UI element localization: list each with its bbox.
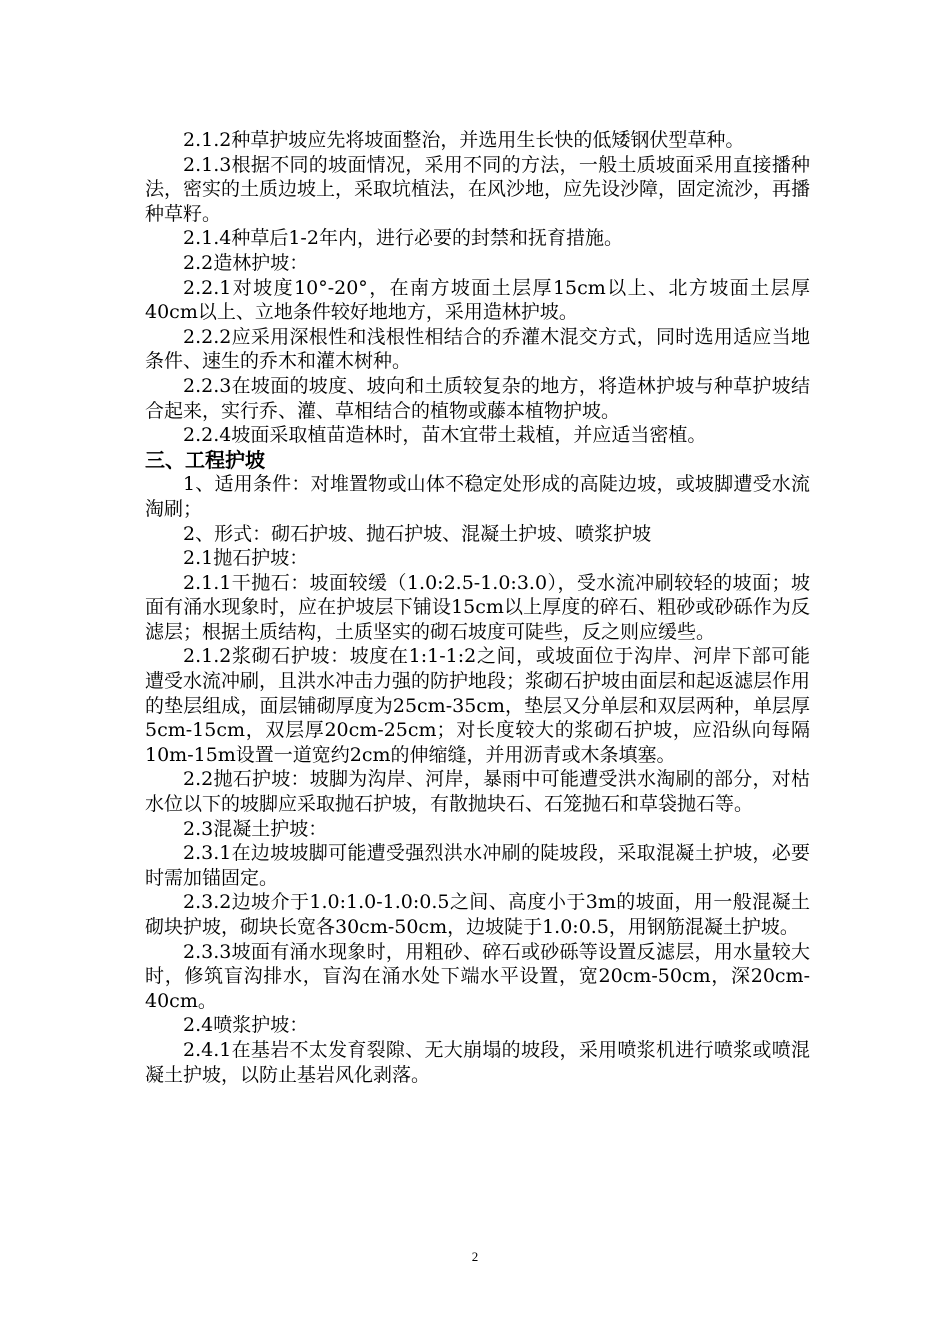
paragraph: 2.2.3在坡面的坡度、坡向和土质较复杂的地方，将造林护坡与种草护坡结合起来，实行乔、灌、草相结合的植物或藤本植物护坡。	[145, 374, 810, 422]
paragraph: 2.1.3根据不同的坡面情况，采用不同的方法，一般土质坡面采用直接播种法，密实的土质边坡上，采取坑植法，在风沙地，应先设沙障，固定流沙，再播种草籽。	[145, 153, 811, 225]
paragraph: 2.1.2种草护坡应先将坡面整治，并选用生长快的低矮钢伏型草种。	[183, 129, 745, 151]
page-number: 2	[471, 1249, 479, 1264]
paragraph: 2.1.2浆砌石护坡：坡度在1:1-1:2之间，或坡面位于沟岸、河岸下部可能遭受水流冲刷，且洪水冲击力强的防护地段；浆砌石护坡由面层和起返滤层作用的垫层组成，面层铺砌厚度为25cm-35cm，垫层又分单层和双层两种，单层厚5cm-15cm，双层厚20cm-25cm；对长度较大的浆砌石护坡，应沿纵向每隔10m-15m设置一道宽约2cm的伸缩缝，并用沥青或木条填塞。	[145, 645, 811, 766]
paragraph: 2.2造林护坡：	[183, 251, 309, 274]
paragraph: 2.2.2应采用深根性和浅根性相结合的乔灌木混交方式，同时选用适应当地条件、速生的乔木和灌木树种。	[145, 325, 810, 373]
paragraph: 2.3.1在边坡坡脚可能遭受强烈洪水冲刷的陡坡段，采取混凝土护坡，必要时需加锚固定。	[145, 842, 810, 889]
paragraph: 1、适用条件：对堆置物或山体不稳定处形成的高陡边坡，或坡脚遭受水流淘刷；	[145, 473, 810, 520]
paragraph: 2.1.4种草后1-2年内，进行必要的封禁和抚育措施。	[183, 227, 623, 250]
paragraph: 2.2.1对坡度10°-20°，在南方坡面土层厚15cm以上、北方坡面土层厚40cm以上、立地条件较好地地方，采用造林护坡。	[145, 276, 810, 324]
paragraph: 2.2.4坡面采取植苗造林时，苗木宜带土栽植，并应适当密植。	[183, 424, 707, 447]
paragraph: 2.2抛石护坡：坡脚为沟岸、河岸，暴雨中可能遭受洪水淘刷的部分，对枯水位以下的坡脚应采取抛石护坡，有散抛块石、石笼抛石和草袋抛石等。	[145, 768, 810, 816]
paragraph: 2、形式：砌石护坡、抛石护坡、混凝土护坡、喷浆护坡	[183, 522, 652, 545]
paragraph: 2.1.1干抛石：坡面较缓（1.0:2.5-1.0:3.0），受水流冲刷较轻的坡面；坡面有涌水现象时，应在护坡层下铺设15cm以上厚度的碎石、粗砂或砂砾作为反滤层；根据土质结构，土质坚实的砌石坡度可陡些，反之则应缓些。	[145, 571, 810, 643]
paragraph: 2.4.1在基岩不太发育裂隙、无大崩塌的坡段，采用喷浆机进行喷浆或喷混凝土护坡，以防止基岩风化剥落。	[145, 1038, 810, 1086]
section-heading: 三、工程护坡	[145, 447, 265, 472]
document-body	[145, 128, 810, 1087]
paragraph: 2.3.3坡面有涌水现象时，用粗砂、碎石或砂砾等设置反滤层，用水量较大时，修筑盲沟排水，盲沟在涌水处下端水平设置，宽20cm-50cm，深20cm-40cm。	[145, 940, 810, 1012]
paragraph: 2.3.2边坡介于1.0:1.0-1.0:0.5之间、高度小于3m的坡面，用一般混凝土砌块护坡，砌块长宽各30cm-50cm，边坡陡于1.0:0.5，用钢筋混凝土护坡。	[145, 891, 810, 938]
paragraph: 2.4喷浆护坡：	[183, 1014, 309, 1037]
paragraph: 2.3混凝土护坡：	[183, 817, 328, 840]
paragraph: 2.1抛石护坡：	[183, 547, 309, 570]
